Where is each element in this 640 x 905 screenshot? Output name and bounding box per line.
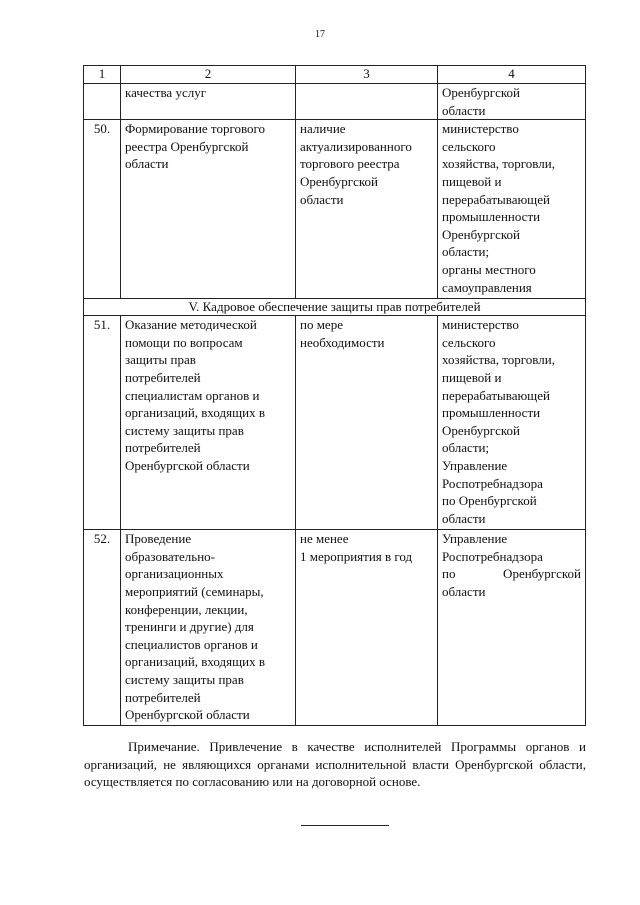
column-header-3: 3 (296, 66, 438, 84)
row-number: 52. (84, 530, 121, 726)
table-row (84, 120, 586, 299)
section-title: V. Кадровое обеспечение защиты прав потребителей (84, 299, 586, 316)
row-number (84, 84, 121, 120)
column-header-2: 2 (121, 66, 296, 84)
executor-cell (438, 530, 586, 726)
section-row (84, 299, 586, 316)
term-cell (296, 84, 438, 120)
action-cell: качества услуг (121, 84, 296, 120)
table-row (84, 84, 586, 120)
table-row (84, 316, 586, 530)
action-cell: Формирование торгового реестра Оренбургской области (121, 120, 296, 299)
column-header-4: 4 (438, 66, 586, 84)
action-cell: Оказание методической помощи по вопросам защиты прав потребителей специалистам органов и организаций, входящих в систему защиты прав потребителей Оренбургской области (121, 316, 296, 530)
table-row (84, 530, 586, 726)
row-number: 50. (84, 120, 121, 299)
executor-cell: министерство сельского хозяйства, торговли, пищевой и перерабатывающей промышленности Оренбургской области; органы местного самоуправления (438, 120, 586, 299)
column-header-1: 1 (84, 66, 121, 84)
row-number: 51. (84, 316, 121, 530)
executor-cell: министерство сельского хозяйства, торговли, пищевой и перерабатывающей промышленности Оренбургской области; Управление Роспотребнадзора по Оренбургской области (438, 316, 586, 530)
action-cell: Проведение образовательно- организационных мероприятий (семинары, конференции, лекции, тренинги и другие) для специалистов органов и организаций, входящих в систему защиты прав потребителей Оренбургской области (121, 530, 296, 726)
term-cell: не менее 1 мероприятия в год (296, 530, 438, 726)
page-number: 17 (315, 29, 325, 40)
term-cell: наличие актуализированного торгового реестра Оренбургской области (296, 120, 438, 299)
end-divider (301, 825, 389, 826)
footnote-text: Примечание. Привлечение в качестве исполнителей Программы органов и организаций, не являющихся органами исполнительной власти Оренбургской области, осуществляется по согласованию или на договорной основе. (84, 739, 586, 790)
program-actions-table (83, 65, 586, 726)
executor-line: области (442, 583, 486, 599)
executor-line: Управление (442, 531, 508, 547)
executor-cell: Оренбургской области (438, 84, 586, 120)
executor-line: по Оренбургской (442, 566, 581, 582)
executor-line: Роспотребнадзора (442, 548, 543, 564)
table-header-row (84, 66, 586, 84)
term-cell: по мере необходимости (296, 316, 438, 530)
